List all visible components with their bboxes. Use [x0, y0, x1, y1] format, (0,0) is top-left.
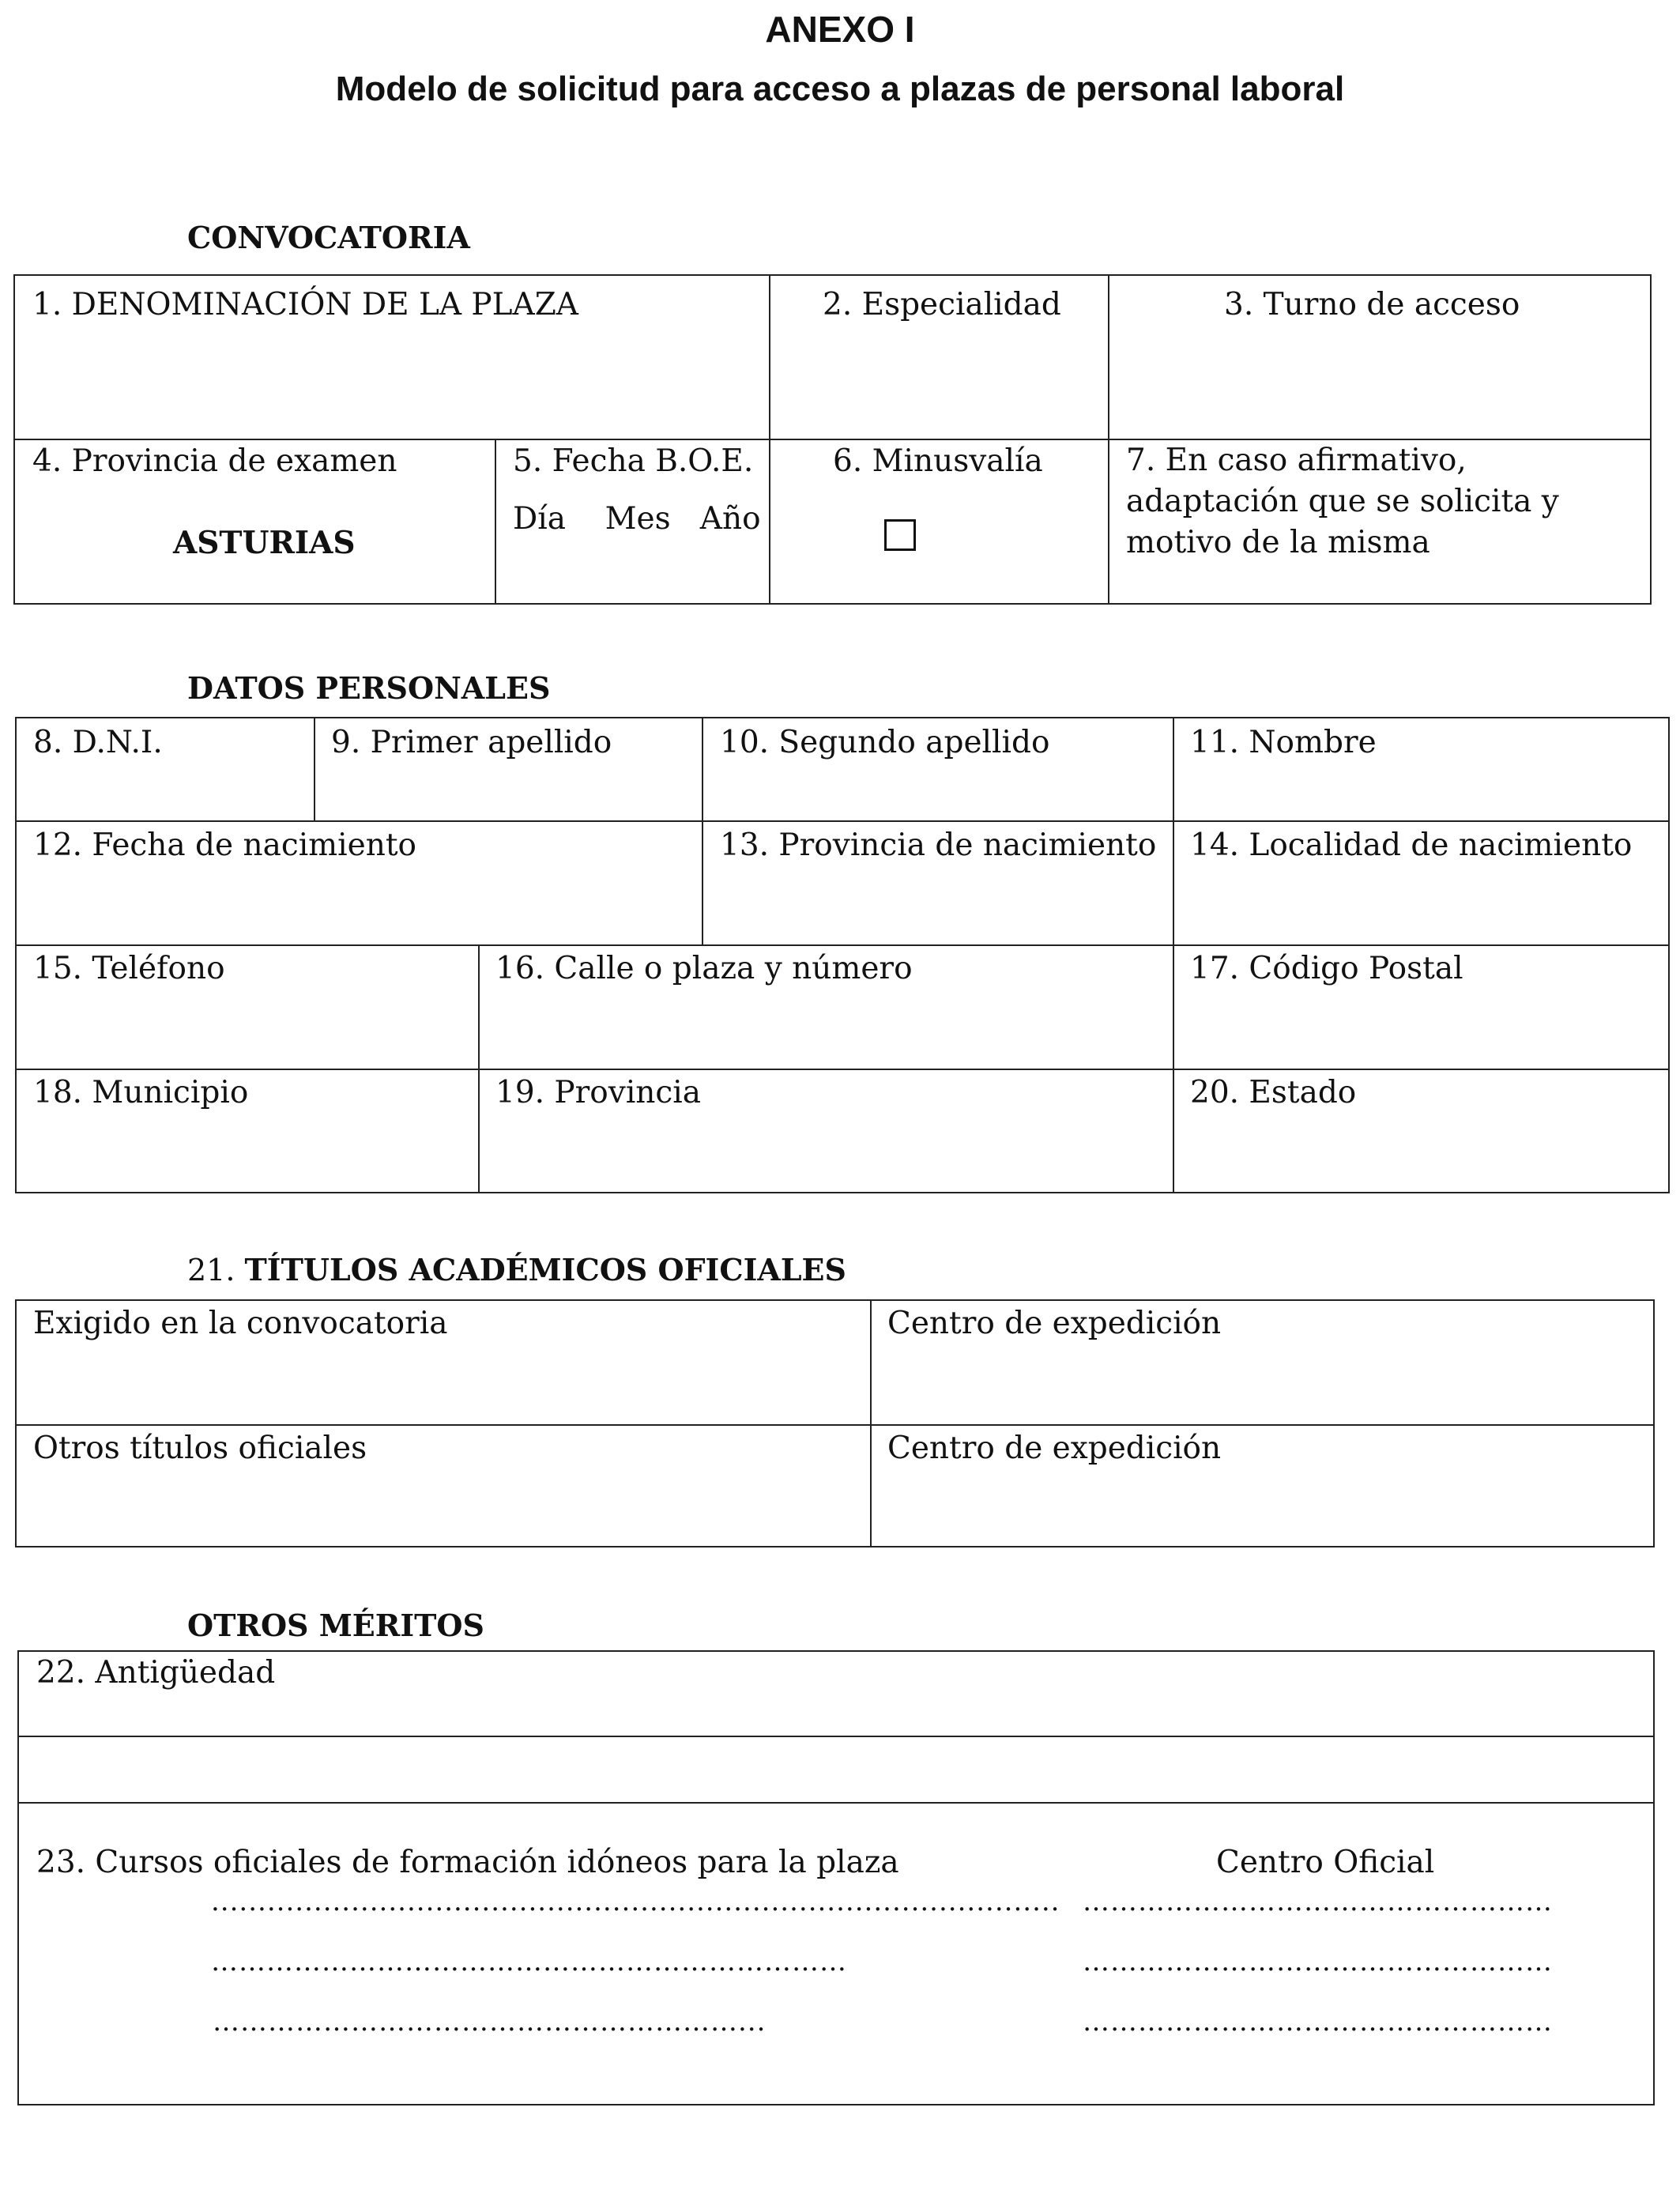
datos-personales-table: [15, 717, 1670, 1193]
adaptacion-label: 7. En caso afirmativo, adaptación que se solicita y motivo de la misma: [1126, 443, 1559, 560]
titulos-table: [15, 1299, 1655, 1547]
row-divider: [19, 1802, 1653, 1804]
centro-oficial-label: Centro Oficial: [1216, 1845, 1435, 1880]
antiguedad-value-field[interactable]: [19, 1737, 1653, 1802]
meritos-table: [17, 1650, 1655, 2105]
document-title: ANEXO I: [765, 9, 915, 50]
section-title: TÍTULOS ACADÉMICOS OFICIALES: [244, 1252, 846, 1287]
turno-acceso-label: 3. Turno de acceso: [1224, 287, 1520, 322]
curso-line-1[interactable]: ...........................................................................................: [211, 1886, 1060, 1917]
segundo-apellido-label: 10. Segundo apellido: [720, 725, 1050, 760]
provincia-examen-label: 4. Provincia de examen: [32, 443, 397, 479]
otros-titulos-label: Otros títulos oficiales: [33, 1431, 367, 1466]
document-subtitle: Modelo de solicitud para acceso a plazas de personal laboral: [335, 70, 1345, 108]
provincia-label: 19. Provincia: [495, 1075, 701, 1110]
minusvalia-checkbox[interactable]: [884, 519, 916, 551]
section-number: 21.: [187, 1253, 235, 1287]
minusvalia-label: 6. Minusvalía: [833, 443, 1043, 479]
nombre-label: 11. Nombre: [1190, 725, 1377, 760]
provincia-nacimiento-label: 13. Provincia de nacimiento: [720, 827, 1157, 863]
codigo-postal-label: 17. Código Postal: [1190, 951, 1463, 986]
section-heading-convocatoria: CONVOCATORIA: [187, 220, 470, 255]
centro-oficial-line-2[interactable]: ……………………………………………: [1083, 1946, 1553, 1977]
titulo-exigido-label: Exigido en la convocatoria: [33, 1306, 448, 1341]
section-heading-titulos: [187, 1252, 846, 1287]
curso-line-2[interactable]: ……………………………………………………………: [211, 1946, 847, 1977]
provincia-examen-value: ASTURIAS: [173, 525, 356, 561]
convocatoria-table: [13, 274, 1652, 605]
centro-expedicion-1-label: Centro de expedición: [887, 1306, 1222, 1341]
municipio-label: 18. Municipio: [33, 1075, 249, 1110]
calle-label: 16. Calle o plaza y número: [495, 951, 913, 986]
section-heading-otros-meritos: OTROS MÉRITOS: [187, 1608, 484, 1643]
telefono-label: 15. Teléfono: [33, 951, 225, 986]
primer-apellido-label: 9. Primer apellido: [331, 725, 612, 760]
denominacion-plaza-label: 1. DENOMINACIÓN DE LA PLAZA: [32, 287, 578, 322]
section-heading-datos-personales: DATOS PERSONALES: [187, 670, 551, 706]
fecha-boe-sublabel: Día Mes Año: [513, 501, 761, 537]
fecha-boe-label: 5. Fecha B.O.E.: [513, 443, 754, 479]
estado-label: 20. Estado: [1190, 1075, 1357, 1110]
dni-label: 8. D.N.I.: [33, 725, 163, 760]
centro-oficial-line-3[interactable]: ……………………………………………: [1083, 2006, 1553, 2038]
localidad-nacimiento-label: 14. Localidad de nacimiento: [1190, 827, 1633, 863]
antiguedad-label: 22. Antigüedad: [36, 1655, 276, 1691]
curso-line-3[interactable]: …………………………………………………...: [213, 2006, 767, 2038]
especialidad-label: 2. Especialidad: [823, 287, 1061, 322]
centro-oficial-line-1[interactable]: ……………………………………………: [1083, 1886, 1553, 1917]
cursos-label: 23. Cursos oficiales de formación idóneos para la plaza: [36, 1845, 899, 1880]
fecha-nacimiento-label: 12. Fecha de nacimiento: [33, 827, 416, 863]
centro-expedicion-2-label: Centro de expedición: [887, 1431, 1222, 1466]
